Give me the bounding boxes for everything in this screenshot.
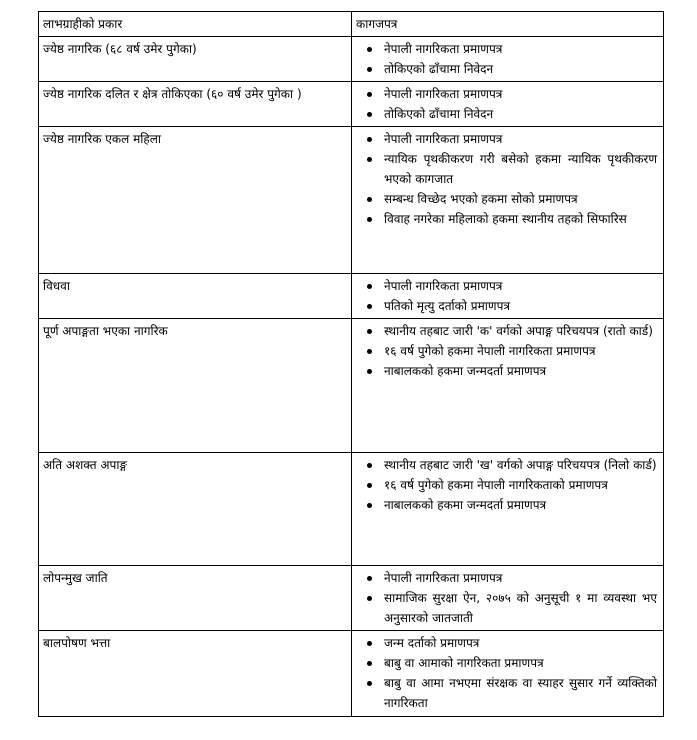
document-item: नेपाली नागरिकता प्रमाणपत्र [384, 129, 657, 149]
documents-cell [352, 453, 664, 566]
beneficiary-cell: ज्येष्ठ नागरिक एकल महिला [39, 127, 352, 274]
document-item: सम्बन्ध विच्छेद भएको हकमा सोको प्रमाणपत्र [384, 189, 657, 209]
documents-cell [352, 319, 664, 453]
documents-list [356, 568, 657, 628]
document-item: नेपाली नागरिकता प्रमाणपत्र [384, 84, 657, 104]
table-row [39, 274, 664, 319]
beneficiary-cell: बालपोषण भत्ता [39, 631, 352, 717]
table-row [39, 127, 664, 274]
documents-cell [352, 82, 664, 127]
document-item: बाबु वा आमाको नागरिकता प्रमाणपत्र [384, 653, 657, 673]
documents-list [356, 84, 657, 124]
documents-list [356, 39, 657, 79]
documents-cell [352, 37, 664, 82]
document-item: नेपाली नागरिकता प्रमाणपत्र [384, 568, 657, 588]
beneficiary-cell: विधवा [39, 274, 352, 319]
table-row [39, 37, 664, 82]
table-row [39, 319, 664, 453]
document-item: नेपाली नागरिकता प्रमाणपत्र [384, 276, 657, 296]
table-row [39, 566, 664, 631]
documents-cell [352, 127, 664, 274]
documents-table [38, 11, 664, 717]
beneficiary-cell: लोपन्मुख जाति [39, 566, 352, 631]
document-item: १६ वर्ष पुगेको हकमा नेपाली नागरिकताको प्रमाणपत्र [384, 475, 657, 495]
document-item: स्थानीय तहबाट जारी 'ख' वर्गको अपाङ्ग परिचयपत्र (निलो कार्ड) [384, 455, 657, 475]
document-item: स्थानीय तहबाट जारी 'क' वर्गको अपाङ्ग परिचयपत्र (रातो कार्ड) [384, 321, 657, 341]
document-item: १६ वर्ष पुगेको हकमा नेपाली नागरिकता प्रमाणपत्र [384, 341, 657, 361]
document-item: न्यायिक पृथकीकरण गरी बसेको हकमा न्यायिक पृथकीकरण भएको कागजात [384, 149, 657, 189]
documents-cell [352, 566, 664, 631]
documents-cell [352, 631, 664, 717]
document-item: पतिको मृत्यु दर्ताको प्रमाणपत्र [384, 296, 657, 316]
table-header-row [39, 12, 664, 37]
documents-list [356, 633, 657, 713]
document-item: नाबालकको हकमा जन्मदर्ता प्रमाणपत्र [384, 361, 657, 381]
document-item: तोकिएको ढाँचामा निवेदन [384, 104, 657, 124]
document-item: नाबालकको हकमा जन्मदर्ता प्रमाणपत्र [384, 495, 657, 515]
header-documents: कागजपत्र [352, 12, 664, 37]
beneficiary-cell: पूर्ण अपाङ्गता भएका नागरिक [39, 319, 352, 453]
document-item: तोकिएको ढाँचामा निवेदन [384, 59, 657, 79]
beneficiary-cell: ज्येष्ठ नागरिक (६८ वर्ष उमेर पुगेका) [39, 37, 352, 82]
beneficiary-cell: ज्येष्ठ नागरिक दलित र क्षेत्र तोकिएका (६० वर्ष उमेर पुगेका ) [39, 82, 352, 127]
documents-list [356, 129, 657, 229]
document-item: नेपाली नागरिकता प्रमाणपत्र [384, 39, 657, 59]
documents-list [356, 276, 657, 316]
document-item: सामाजिक सुरक्षा ऐन, २०७५ को अनुसूची १ मा व्यवस्था भए अनुसारको जातजाती [384, 588, 657, 628]
beneficiary-cell: अति अशक्त अपाङ्ग [39, 453, 352, 566]
documents-list [356, 455, 657, 515]
document-item: जन्म दर्ताको प्रमाणपत्र [384, 633, 657, 653]
table-row [39, 631, 664, 717]
document-item: बाबु वा आमा नभएमा संरक्षक वा स्याहर सुसार गर्ने व्यक्तिको नागरिकता [384, 673, 657, 713]
table-row [39, 453, 664, 566]
documents-list [356, 321, 657, 381]
documents-cell [352, 274, 664, 319]
header-beneficiary-type: लाभग्राहीको प्रकार [39, 12, 352, 37]
table-row [39, 82, 664, 127]
document-item: विवाह नगरेका महिलाको हकमा स्थानीय तहको सिफारिस [384, 209, 657, 229]
